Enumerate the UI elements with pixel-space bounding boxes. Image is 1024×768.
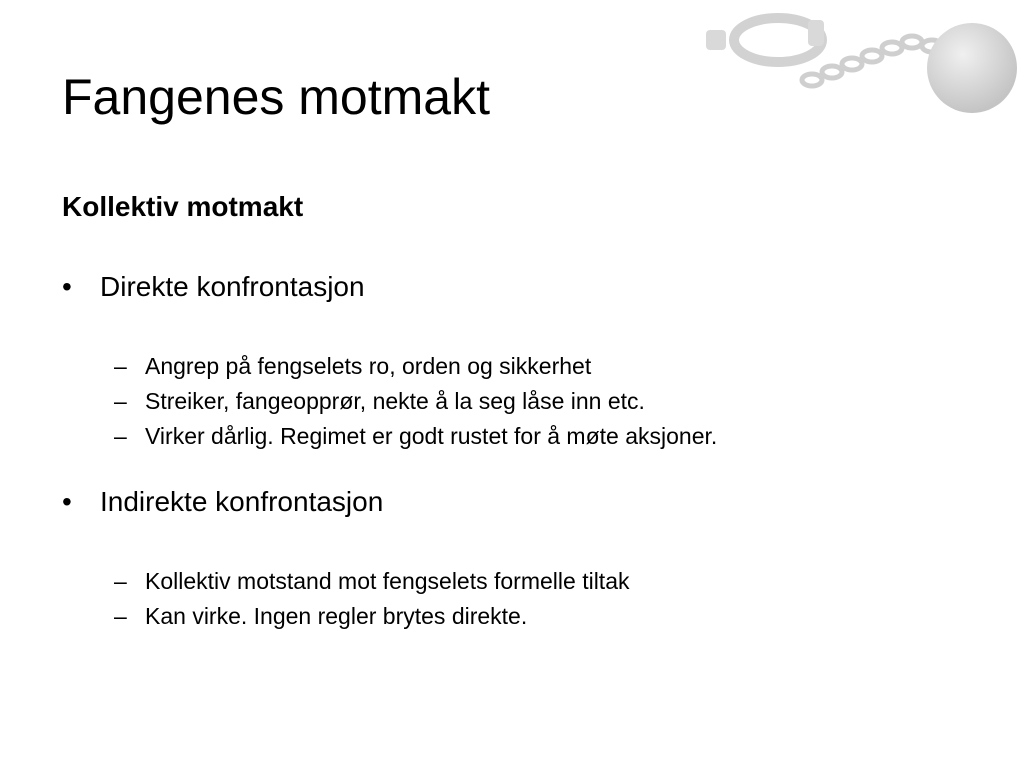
dash-marker: –: [114, 423, 127, 449]
dash-marker: –: [114, 388, 127, 414]
slide-title: Fangenes motmakt: [62, 69, 490, 125]
ball-and-chain-icon: [700, 0, 1024, 120]
dash-marker: –: [114, 603, 127, 629]
bullet-marker: •: [62, 271, 72, 302]
sub-item: [114, 386, 645, 416]
sub-item: [114, 566, 629, 596]
sub-item-text: Virker dårlig. Regimet er godt rustet for å møte aksjoner.: [145, 423, 718, 449]
bullet-item-direct: [62, 270, 365, 304]
sub-item-text: Kollektiv motstand mot fengselets formelle tiltak: [145, 568, 630, 594]
dash-marker: –: [114, 353, 127, 379]
section-subtitle: Kollektiv motmakt: [62, 191, 304, 222]
sub-item-text: Angrep på fengselets ro, orden og sikkerhet: [145, 353, 592, 379]
sub-item-text: Streiker, fangeopprør, nekte å la seg låse inn etc.: [145, 388, 645, 414]
dash-marker: –: [114, 568, 127, 594]
sub-item: [114, 601, 527, 631]
sub-item: [114, 421, 717, 451]
bullet-item-indirect: [62, 485, 383, 519]
sub-item: [114, 351, 591, 381]
bullet-marker: •: [62, 486, 72, 517]
bullet-text: Direkte konfrontasjon: [100, 271, 365, 302]
sub-item-text: Kan virke. Ingen regler brytes direkte.: [145, 603, 528, 629]
bullet-text: Indirekte konfrontasjon: [100, 486, 384, 517]
